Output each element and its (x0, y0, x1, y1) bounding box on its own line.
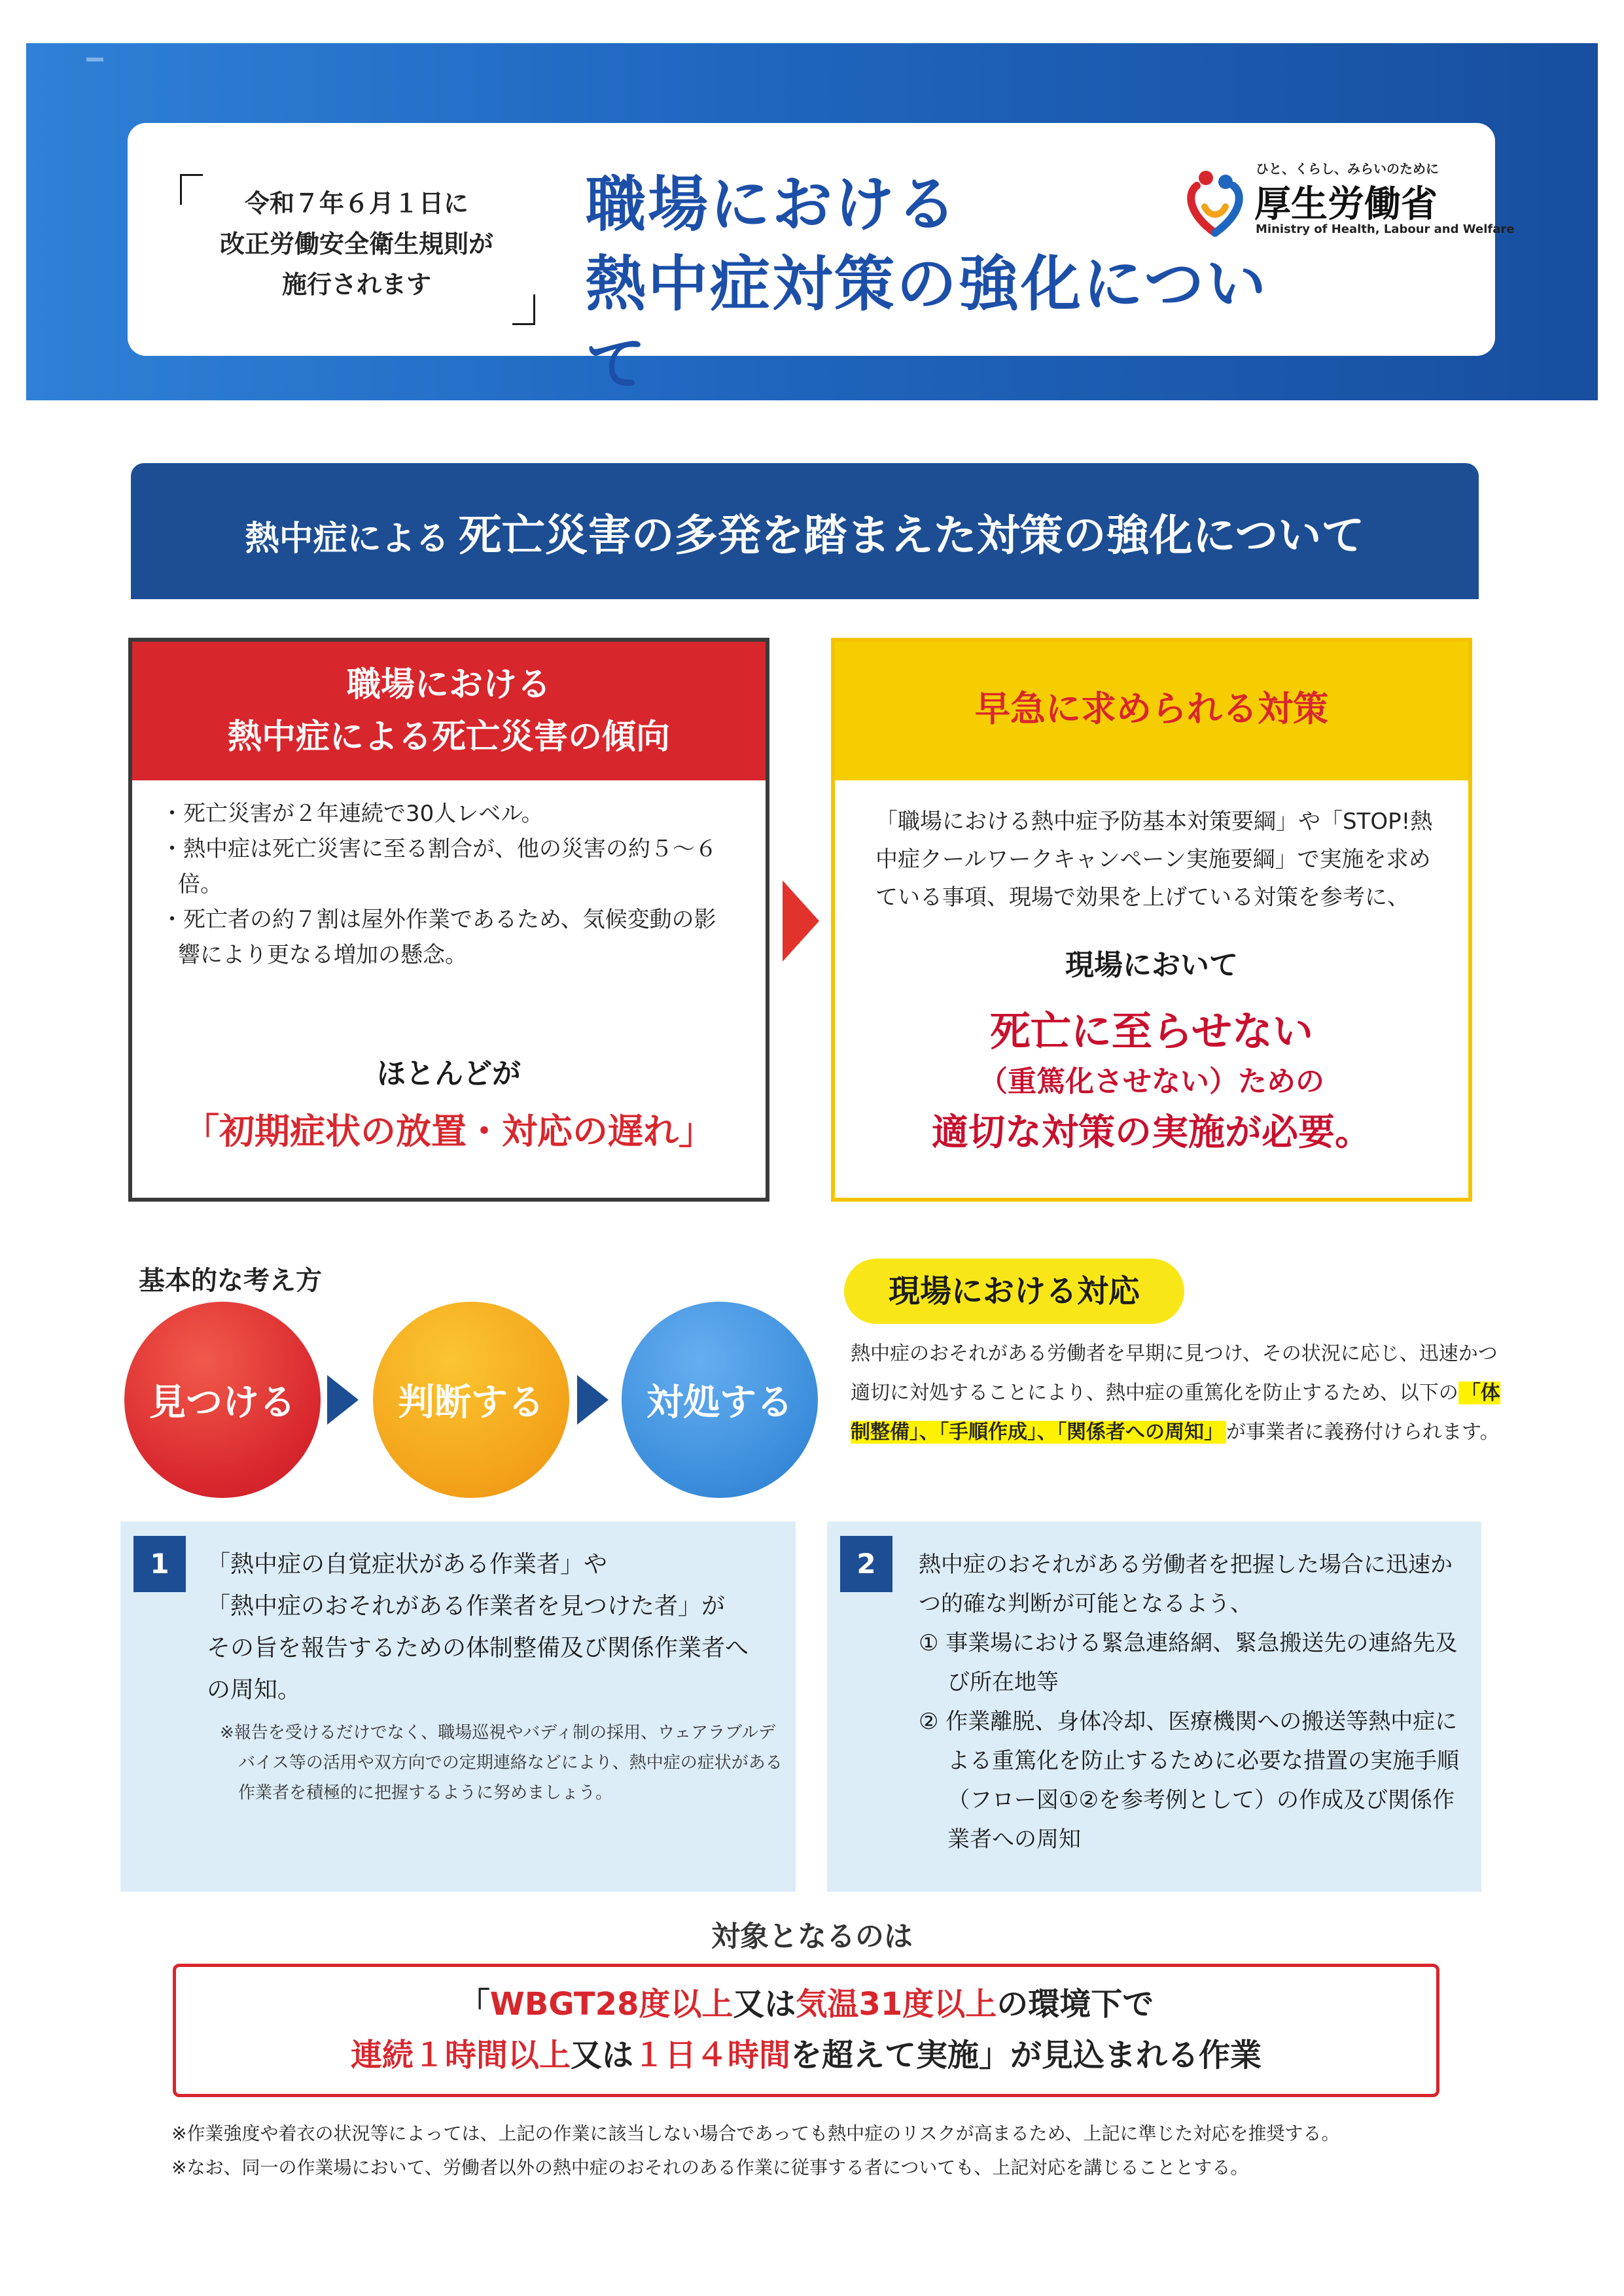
trend-box (128, 638, 769, 1202)
site-response-text-2: が事業者に義務付けられます。 (1226, 1421, 1500, 1444)
measures-box (831, 638, 1472, 1202)
trend-heading: 職場における 熱中症による死亡災害の傾向 (132, 642, 766, 780)
ministry-logo-icon (1182, 167, 1248, 239)
arrow-right-icon (327, 1375, 359, 1425)
requirement-item-2: ② 作業離脱、身体冷却、医療機関への搬送等熱中症による重篤化を防止するために必要な措置の実施手順（フロー図①②を参考例として）の作成及び関係作業者への周知 (919, 1709, 1459, 1852)
step-judge: 判断する (373, 1302, 569, 1498)
trend-list (161, 796, 737, 973)
effective-date-note: 令和７年６月１日に 改正労働安全衛生規則が 施行されます (219, 189, 493, 299)
requirement-intro: 熱中症のおそれがある労働者を把握した場合に迅速かつ的確な判断が可能となるよう、 (919, 1552, 1453, 1617)
arrow-right-icon (577, 1375, 609, 1425)
header-card (128, 123, 1515, 399)
requirement-item-1: ① 事業場における緊急連絡網、緊急搬送先の連絡先及び所在地等 (919, 1630, 1458, 1696)
measures-line-2: （重篤化させない）ための (979, 1065, 1324, 1098)
site-response-text (851, 1334, 1511, 1452)
requirement-number: 1 (133, 1536, 186, 1592)
step-act: 対処する (622, 1302, 818, 1498)
logo-english-name: Ministry of Health, Labour and Welfare (1256, 222, 1515, 236)
measures-line-3: 適切な対策の実施が必要。 (932, 1111, 1371, 1154)
scan-mark (86, 58, 103, 61)
target-wbgt: WBGT28度以上 (489, 1986, 733, 2023)
target-box (173, 1964, 1439, 2097)
measures-heading: 早急に求められる対策 (835, 642, 1468, 780)
requirement-note: ※報告を受けるだけでなく、職場巡視やバディ制の採用、ウェアラブルデバイス等の活用や双方向での定期連絡などにより、熱中症の症状がある作業者を積極的に把握するように努めましょう。 (220, 1723, 783, 1803)
requirement-text (919, 1545, 1468, 1859)
requirement-1 (120, 1522, 796, 1892)
target-line-1 (176, 1979, 1436, 2030)
footnote: ※作業強度や着衣の状況等によっては、上記の作業に該当しない場合であっても熱中症のリスクが高まるため、上記に準じた対応を推奨する。 (171, 2123, 1340, 2144)
measures-site: 現場において (1065, 948, 1238, 982)
list-item: ・ 死亡災害が２年連続で30人レベル。 (161, 796, 737, 831)
trend-mostly: ほとんどが (377, 1057, 521, 1090)
measures-description: 「職場における熱中症予防基本対策要綱」や「STOP!熱中症クールワークキャンペーン実施要綱」で実施を求めている事項、現場で効果を上げている対策を参考に、 (875, 809, 1433, 911)
requirement-number: 2 (840, 1536, 892, 1592)
site-response-text-1: 熱中症のおそれがある労働者を早期に見つけ、その状況に応じ、迅速かつ適切に対処することにより、熱中症の重篤化を防止するため、以下の (851, 1342, 1498, 1404)
target-line-2 (176, 2030, 1436, 2081)
trend-cause: 「初期症状の放置・対応の遅れ」 (184, 1111, 714, 1152)
banner-prefix: 熱中症による (245, 519, 450, 559)
ministry-logo (1174, 158, 1515, 250)
target-temperature: 気温31度以上 (796, 1986, 997, 2023)
target-environment: の環境下で (997, 1986, 1154, 2023)
target-heading: 対象となるのは (711, 1920, 913, 1953)
measures-line-1: 死亡に至らせない (989, 1007, 1314, 1055)
target-daily-hours: １日４時間 (633, 2037, 791, 2074)
requirement-2 (827, 1522, 1481, 1892)
site-response-label: 現場における対応 (844, 1259, 1184, 1324)
footnotes (171, 2117, 1480, 2185)
requirement-text: 「熱中症の自覚症状がある作業者」や 「熱中症のおそれがある作業者を見つけた者」が その旨を報告するための体制整備及び関係作業者への周知。 (207, 1551, 749, 1703)
concept-label: 基本的な考え方 (139, 1266, 322, 1296)
target-or: 又は (733, 1986, 796, 2023)
target-continuous-hours: 連続１時間以上 (350, 2037, 571, 2074)
banner-title: 死亡災害の多発を踏まえた対策の強化について (458, 510, 1365, 561)
arrow-right-icon (783, 880, 819, 962)
logo-name: 厚生労働省 (1254, 183, 1438, 226)
target-or: 又は (570, 2037, 633, 2074)
page-title: 職場における 熱中症対策の強化について (586, 169, 1269, 399)
footnote: ※なお、同一の作業場において、労働者以外の熱中症のおそれのある作業に従事する者についても、上記対応を講じることとする。 (171, 2157, 1249, 2178)
list-item: ・ 死亡者の約７割は屋外作業であるため、気候変動の影響により更なる増加の懸念。 (161, 902, 737, 973)
list-item: ・ 熱中症は死亡災害に至る割合が、他の災害の約５～６倍。 (161, 831, 737, 902)
target-quote: 「 (458, 1986, 490, 2023)
target-tail: を超えて実施」が見込まれる作業 (790, 2037, 1262, 2074)
section-banner (131, 463, 1479, 599)
step-find: 見つける (124, 1302, 321, 1498)
site-response-highlight: 「体制整備」、「手順作成」、「関係者への周知」 (851, 1382, 1500, 1444)
logo-tagline: ひと、くらし、みらいのために (1256, 161, 1439, 177)
